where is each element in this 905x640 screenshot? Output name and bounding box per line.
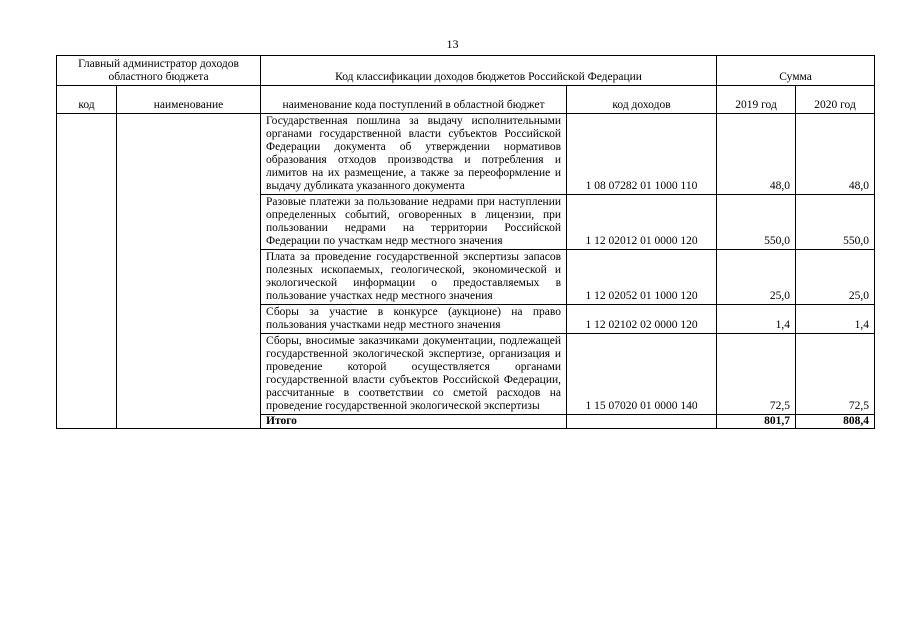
header-income-code: код доходов — [567, 86, 717, 114]
header-name: наименование — [117, 86, 261, 114]
amount-2020: 48,0 — [796, 114, 875, 195]
header-row-1 — [57, 56, 875, 86]
receipt-name: Разовые платежи за пользование недрами при наступлении определенных событий, оговоренных в лицензии, при пользовании недрами на территории Российской Федерации по участкам недр местного значения — [261, 195, 567, 250]
header-receipt-name: наименование кода поступлений в областной бюджет — [261, 86, 567, 114]
header-sum: Сумма — [717, 56, 875, 86]
income-code: 1 12 02012 01 0000 120 — [567, 195, 717, 250]
amount-2020: 72,5 — [796, 334, 875, 415]
header-code: код — [57, 86, 117, 114]
total-2020: 808,4 — [796, 415, 875, 429]
income-code: 1 08 07282 01 1000 110 — [567, 114, 717, 195]
amount-2019: 1,4 — [717, 305, 796, 334]
receipt-name: Сборы, вносимые заказчиками документации, подлежащей государственной экологической экспертизе, организация и проведение которой осуществляется органами государственной власти субъектов Российской Федерации, рассчитанные в соответствии со сметой расходов на проведение государственной экологической экспертизы — [261, 334, 567, 415]
receipt-name: Сборы за участие в конкурсе (аукционе) на право пользования участками недр местного значения — [261, 305, 567, 334]
admin-name-cell — [117, 114, 261, 429]
admin-code-cell — [57, 114, 117, 429]
amount-2020: 25,0 — [796, 250, 875, 305]
total-code-empty — [567, 415, 717, 429]
amount-2019: 550,0 — [717, 195, 796, 250]
total-2019: 801,7 — [717, 415, 796, 429]
amount-2019: 72,5 — [717, 334, 796, 415]
income-code: 1 12 02052 01 1000 120 — [567, 250, 717, 305]
total-label: Итого — [261, 415, 567, 429]
income-code: 1 15 07020 01 0000 140 — [567, 334, 717, 415]
receipt-name: Государственная пошлина за выдачу исполнительными органами государственной власти субъектов Российской Федерации документа об утверждении нормативов образования отходов производства и потребления и лимитов на их размещение, а также за переоформление и выдачу дубликата указанного документа — [261, 114, 567, 195]
page-number: 13 — [446, 37, 459, 51]
amount-2020: 550,0 — [796, 195, 875, 250]
income-table — [56, 55, 875, 429]
table-row — [57, 114, 875, 195]
amount-2019: 48,0 — [717, 114, 796, 195]
header-admin-group: Главный администратор доходов областного бюджета — [57, 56, 261, 86]
header-classification: Код классификации доходов бюджетов Российской Федерации — [261, 56, 717, 86]
amount-2019: 25,0 — [717, 250, 796, 305]
receipt-name: Плата за проведение государственной экспертизы запасов полезных ископаемых, геологической, экономической и экологической информации о предоставляемых в пользование участках недр местного значения — [261, 250, 567, 305]
header-2020: 2020 год — [796, 86, 875, 114]
header-2019: 2019 год — [717, 86, 796, 114]
income-code: 1 12 02102 02 0000 120 — [567, 305, 717, 334]
header-row-2 — [57, 86, 875, 114]
amount-2020: 1,4 — [796, 305, 875, 334]
